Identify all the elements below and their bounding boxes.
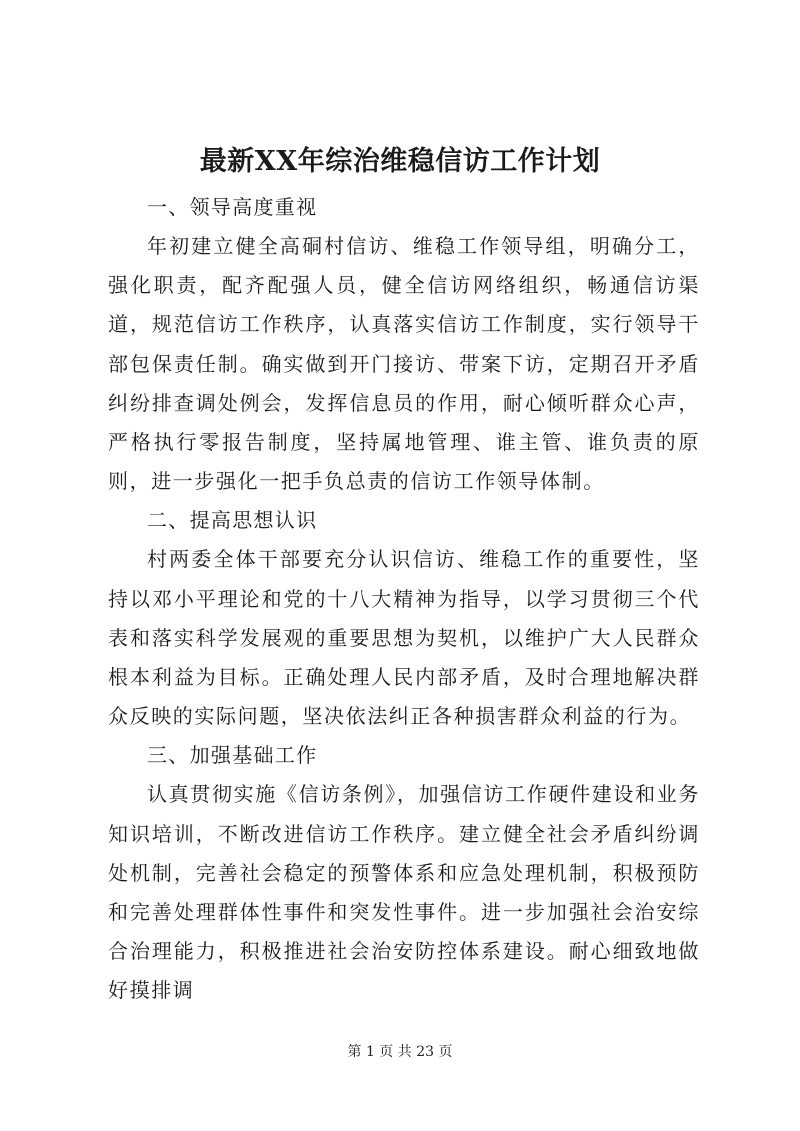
page-number-footer: 第 1 页 共 23 页	[347, 1044, 453, 1060]
section-paragraph: 村两委全体干部要充分认识信访、维稳工作的重要性，坚持以邓小平理论和党的十八大精神为指导，以学习贯彻三个代表和落实科学发展观的重要思想为契机，以维护广大人民群众根本利益为目标。正确处理人民内部矛盾，及时合理地解决群众反映的实际问题，坚决依法纠正各种损害群众利益的行为。	[108, 547, 700, 729]
section-paragraph: 年初建立健全高硐村信访、维稳工作领导组，明确分工，强化职责，配齐配强人员，健全信访网络组织，畅通信访渠道，规范信访工作秩序，认真落实信访工作制度，实行领导干部包保责任制。确实做到开门接访、带案下访，定期召开矛盾纠纷排查调处例会，发挥信息员的作用，耐心倾听群众心声，严格执行零报告制度，坚持属地管理、谁主管、谁负责的原则，进一步强化一把手负总责的信访工作领导体制。	[108, 234, 700, 494]
section-heading: 一、领导高度重视	[147, 195, 318, 219]
section-paragraph: 认真贯彻实施《信访条例》，加强信访工作硬件建设和业务知识培训，不断改进信访工作秩序。建立健全社会矛盾纠纷调处机制，完善社会稳定的预警体系和应急处理机制，积极预防和完善处理群体性事件和突发性事件。进一步加强社会治安综合治理能力，积极推进社会治安防控体系建设。耐心细致地做好摸排调	[108, 782, 700, 1003]
document-title: 最新XX年综治维稳信访工作计划	[199, 146, 601, 177]
document-body	[108, 188, 700, 1011]
section-heading: 二、提高思想认识	[147, 508, 318, 533]
section-heading: 三、加强基础工作	[147, 743, 318, 768]
